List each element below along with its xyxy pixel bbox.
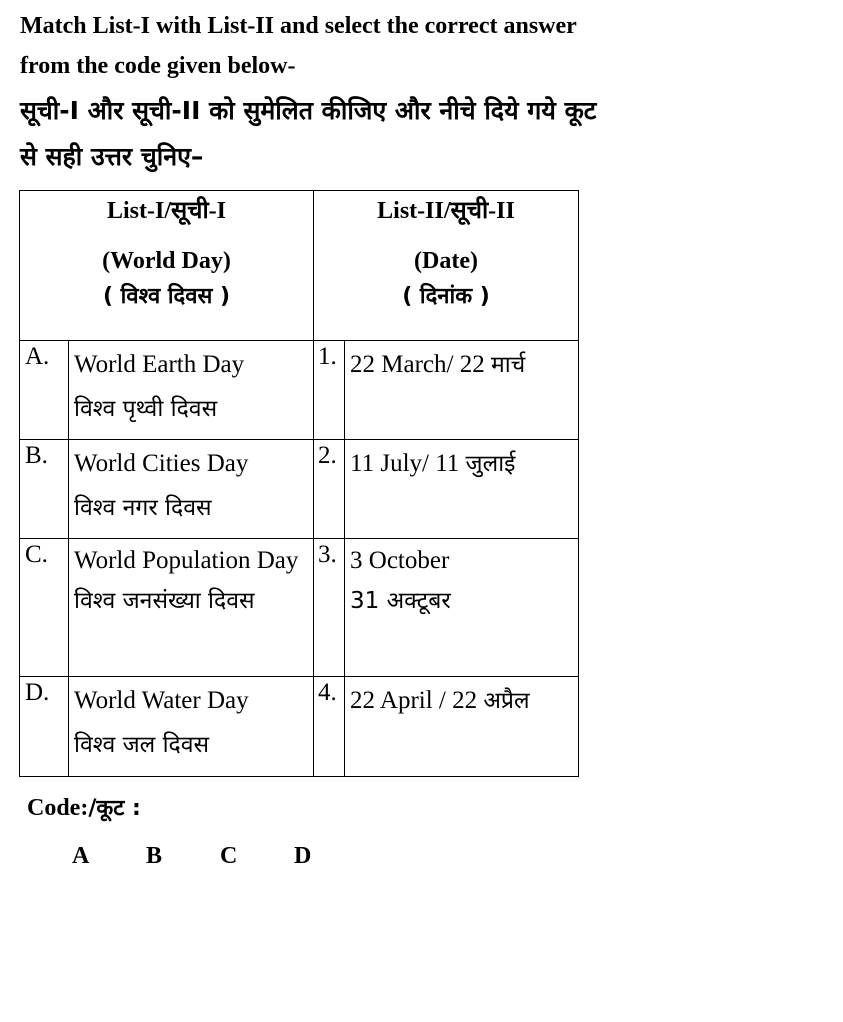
list-1-subtitle-hi: ( विश्व दिवस ) [102,284,231,309]
table-row [20,539,579,677]
question-english: Match List-I with List-II and select the correct answer from the code given below- [20,13,577,79]
world-day-en: World Population Day [74,547,299,574]
list-1-title: List-I/सूची-I [106,198,227,224]
world-day-hi: विश्व जल दिवस [74,732,210,758]
date-en: 3 October [350,547,450,574]
date-en: 22 March/ 22 [350,351,485,378]
world-day-cell [69,440,314,539]
table-row [20,440,579,539]
code-letter-a: A [72,843,90,869]
date-cell [345,440,579,539]
table-row [20,341,579,440]
list-1-subtitle-en: (World Day) [102,248,231,274]
table-header-row [20,191,579,341]
match-table [19,190,579,777]
row-letter: D. [20,677,69,777]
world-day-hi: विश्व पृथ्वी दिवस [74,396,218,422]
date-hi: जुलाई [465,451,516,477]
row-letter: A. [20,341,69,440]
question-hindi: सूची-I और सूची-II को सुमेलित कीजिए और नीचे दिये गये कूट से सही उत्तर चुनिए– [20,96,597,171]
list-2-subtitle-en: (Date) [414,248,478,274]
code-letters [72,843,368,870]
list-2-subtitle-hi: ( दिनांक ) [402,284,490,309]
code-letter-c: C [220,843,238,869]
date-cell [345,539,579,677]
world-day-hi: विश्व जनसंख्या दिवस [74,588,255,614]
date-en: 22 April / 22 [350,687,478,714]
world-day-hi: विश्व नगर दिवस [74,495,212,521]
row-letter: C. [20,539,69,677]
date-en: 11 July/ 11 [350,450,460,477]
code-label-en: Code: [27,795,89,821]
code-label [27,792,141,822]
list-1-header [20,191,314,341]
world-day-cell [69,677,314,777]
list-2-header [314,191,579,341]
list-2-title: List-II/सूची-II [377,198,515,224]
world-day-cell [69,341,314,440]
row-number: 1. [314,341,345,440]
code-letter-b: B [146,843,163,869]
world-day-en: World Water Day [74,687,249,714]
date-hi: अप्रैल [483,688,530,714]
date-hi: मार्च [490,352,526,378]
date-cell [345,677,579,777]
row-number: 4. [314,677,345,777]
table-row [20,677,579,777]
world-day-en: World Cities Day [74,450,249,477]
row-number: 2. [314,440,345,539]
date-cell [345,341,579,440]
row-number: 3. [314,539,345,677]
row-letter: B. [20,440,69,539]
code-label-hi: /कूट : [88,796,141,821]
world-day-cell [69,539,314,677]
date-hi: 31 अक्टूबर [350,588,451,614]
world-day-en: World Earth Day [74,351,245,378]
code-letter-d: D [294,843,312,869]
